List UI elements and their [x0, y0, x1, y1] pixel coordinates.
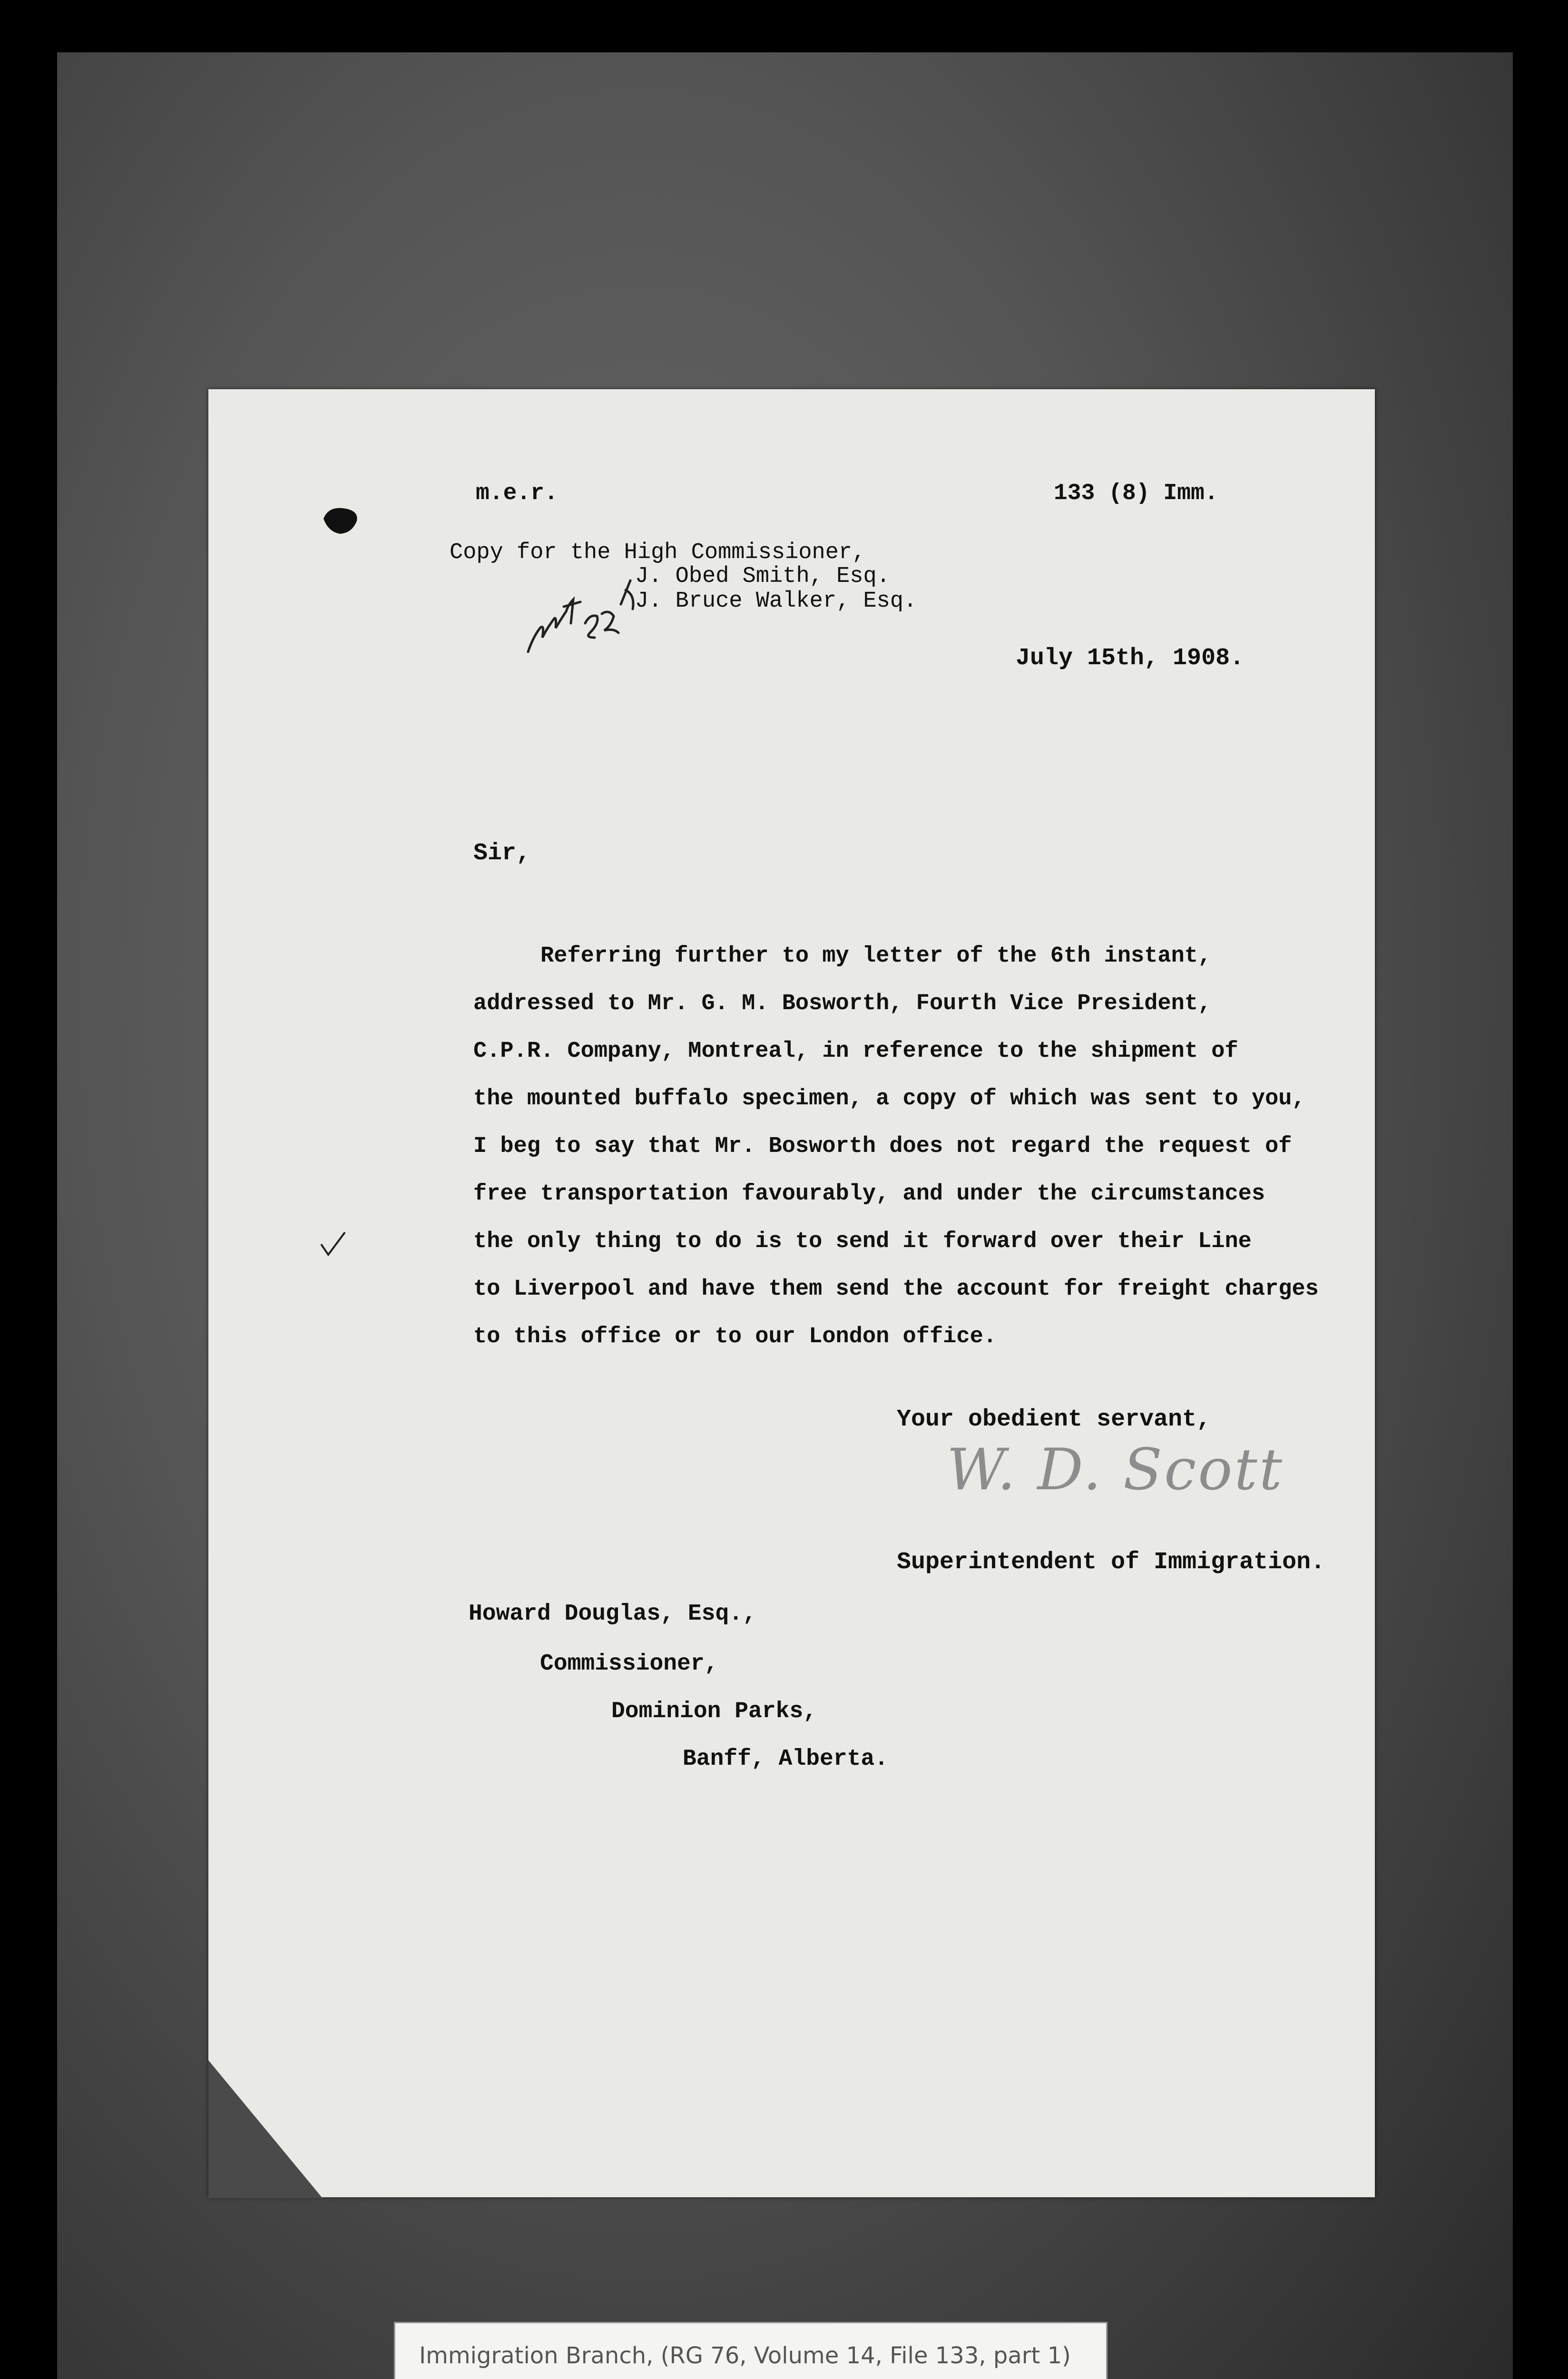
body-line: to this office or to our London office. — [473, 1324, 997, 1349]
body-line: addressed to Mr. G. M. Bosworth, Fourth Vice President, — [473, 991, 1212, 1016]
file-initials: m.e.r. — [476, 481, 558, 506]
checkmark-icon — [319, 1230, 347, 1258]
letter-date: July 15th, 1908. — [1016, 645, 1245, 672]
copy-recipient-line: J. Obed Smith, Esq. — [635, 564, 890, 589]
body-line: free transportation favourably, and under the circumstances — [473, 1181, 1265, 1207]
body-line: C.P.R. Company, Montreal, in reference to the shipment of — [473, 1039, 1238, 1064]
signature-title: Superintendent of Immigration. — [897, 1549, 1325, 1576]
letter-closing: Your obedient servant, — [897, 1406, 1211, 1433]
body-line: to Liverpool and have them send the account for freight charges — [473, 1277, 1319, 1302]
ink-blot-icon — [319, 504, 362, 538]
body-line: the mounted buffalo specimen, a copy of which was sent to you, — [473, 1086, 1305, 1111]
signature: W. D. Scott — [947, 1437, 1284, 1503]
copy-recipient-line: Copy for the High Commissioner, — [450, 540, 866, 565]
archive-reference-text: Immigration Branch, (RG 76, Volume 14, File 133, part 1) — [419, 2342, 1071, 2369]
address-line: Dominion Parks, — [611, 1699, 817, 1724]
body-line: the only thing to do is to send it forward over their Line — [473, 1229, 1252, 1254]
address-line: Banff, Alberta. — [683, 1746, 889, 1772]
salutation: Sir, — [473, 840, 531, 867]
handwritten-note — [519, 571, 642, 661]
body-line: I beg to say that Mr. Bosworth does not regard the request of — [473, 1134, 1292, 1159]
copy-recipient-line: J. Bruce Walker, Esq. — [635, 589, 917, 614]
address-line: Commissioner, — [540, 1651, 718, 1677]
paper-folded-corner — [208, 2060, 323, 2198]
file-reference: 133 (8) Imm. — [1054, 481, 1218, 506]
address-line: Howard Douglas, Esq., — [469, 1601, 756, 1627]
archive-reference-label — [394, 2322, 1107, 2379]
letter-body — [473, 933, 1377, 1361]
body-line: Referring further to my letter of the 6th instant, — [473, 944, 1212, 969]
